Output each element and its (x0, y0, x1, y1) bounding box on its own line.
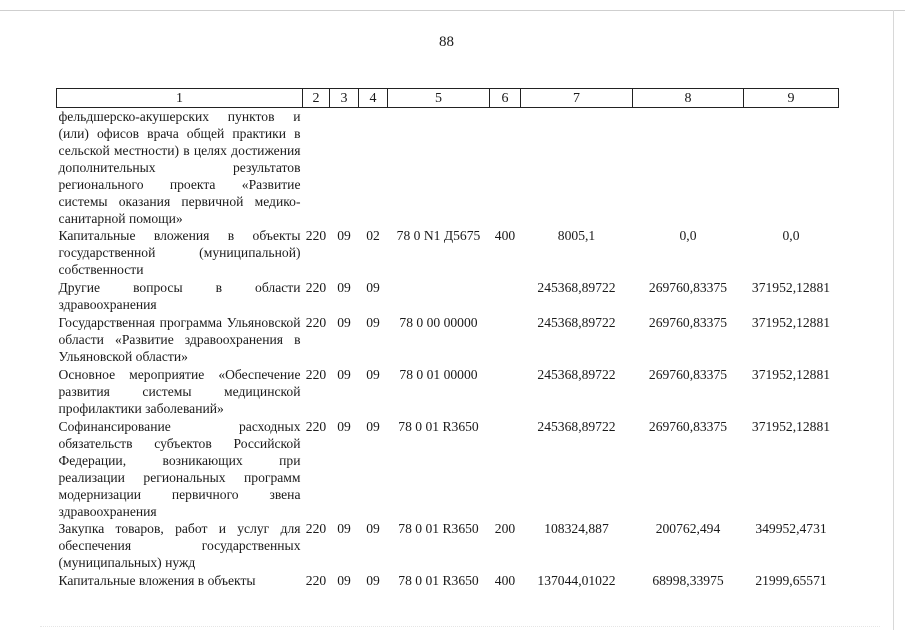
row-c7: 137044,01022 (537, 573, 616, 588)
row-c2: 220 (305, 573, 327, 588)
row-c7: 8005,1 (557, 228, 596, 243)
row-c3: 09 (337, 573, 351, 588)
row-name: Государственная программа Ульяновской области «Развитие здравоохранения в Ульяновской области» (58, 315, 301, 364)
row-c7: 245368,89722 (537, 315, 616, 330)
table-row (57, 366, 839, 418)
table-row (57, 279, 839, 314)
header-cell-3: 3 (330, 89, 359, 108)
header-cell-4: 4 (359, 89, 388, 108)
scan-edge-top (0, 10, 905, 11)
row-c7: 108324,887 (544, 521, 609, 536)
table-row (57, 572, 839, 592)
row-c9: 21999,65571 (755, 573, 827, 588)
row-c8: 269760,83375 (648, 367, 728, 382)
header-cell-9: 9 (744, 89, 839, 108)
row-c2: 220 (305, 315, 327, 330)
row-name: фельдшерско-акушерских пунктов и (или) офисов врача общей практики в сельской местности) в целях достижения дополнительных результатов регионального проекта «Развитие системы оказания первичной медико-санитарной помощи» (58, 109, 301, 226)
header-row (57, 89, 839, 108)
row-c6: 400 (494, 573, 516, 588)
row-c6 (490, 314, 521, 366)
row-name: Основное мероприятие «Обеспечение развития системы медицинской профилактики заболеваний» (58, 367, 301, 416)
row-c4: 09 (366, 280, 380, 295)
row-c7: 245368,89722 (537, 280, 616, 295)
row-c9 (744, 108, 839, 228)
row-c7: 245368,89722 (537, 367, 616, 382)
row-c2: 220 (305, 367, 327, 382)
row-c5: 78 0 00 00000 (399, 315, 478, 330)
row-c6: 400 (494, 228, 516, 243)
row-c4: 09 (366, 521, 380, 536)
row-c3 (330, 108, 359, 228)
row-c6 (490, 279, 521, 314)
header-cell-6: 6 (490, 89, 521, 108)
row-c4: 09 (366, 573, 380, 588)
row-name: Закупка товаров, работ и услуг для обеспечения государственных (муниципальных) нужд (58, 521, 301, 570)
header-cell-5: 5 (388, 89, 490, 108)
row-c4: 02 (366, 228, 380, 243)
row-c9: 0,0 (782, 228, 800, 243)
table-row (57, 108, 839, 228)
row-c2: 220 (305, 521, 327, 536)
row-c9: 371952,12881 (751, 419, 831, 434)
row-c4: 09 (366, 367, 380, 382)
row-name: Капитальные вложения в объекты (58, 573, 256, 588)
row-c6 (490, 418, 521, 520)
row-c8: 269760,83375 (648, 315, 728, 330)
row-c7 (521, 108, 633, 228)
row-c5: 78 0 01 R3650 (398, 521, 479, 536)
scan-bottom-edge (40, 626, 880, 628)
table-row (57, 520, 839, 572)
row-c9: 371952,12881 (751, 280, 831, 295)
row-name: Другие вопросы в области здравоохранения (58, 280, 301, 312)
row-c6 (490, 108, 521, 228)
row-c5: 78 0 01 R3650 (398, 419, 479, 434)
row-c8: 0,0 (679, 228, 697, 243)
row-c5: 78 0 01 R3650 (398, 573, 479, 588)
row-c3: 09 (337, 367, 351, 382)
table-row (57, 314, 839, 366)
row-c3: 09 (337, 280, 351, 295)
row-c4 (359, 108, 388, 228)
row-c2: 220 (305, 228, 327, 243)
row-c4: 09 (366, 315, 380, 330)
row-c8: 269760,83375 (648, 280, 728, 295)
row-c9: 371952,12881 (751, 315, 831, 330)
row-c8: 269760,83375 (648, 419, 728, 434)
row-c8: 200762,494 (655, 521, 721, 536)
row-c5 (388, 108, 490, 228)
row-c5 (388, 279, 490, 314)
row-c9: 349952,4731 (755, 521, 827, 536)
row-c2: 220 (305, 419, 327, 434)
header-cell-1: 1 (57, 89, 303, 108)
row-c7: 245368,89722 (537, 419, 616, 434)
row-c2: 220 (305, 280, 327, 295)
budget-table (56, 88, 839, 592)
row-c3: 09 (337, 315, 351, 330)
row-c9: 371952,12881 (751, 367, 831, 382)
row-c5: 78 0 N1 Д5675 (396, 228, 481, 243)
row-c3: 09 (337, 228, 351, 243)
table-row (57, 227, 839, 279)
header-cell-8: 8 (633, 89, 744, 108)
row-c3: 09 (337, 419, 351, 434)
row-c5: 78 0 01 00000 (399, 367, 478, 382)
row-c6: 200 (494, 521, 516, 536)
row-c6 (490, 366, 521, 418)
row-c2 (303, 108, 330, 228)
row-c3: 09 (337, 521, 351, 536)
table-row (57, 418, 839, 520)
row-c4: 09 (366, 419, 380, 434)
row-c8: 68998,33975 (652, 573, 724, 588)
row-name: Софинансирование расходных обязательств субъектов Российской Федерации, возникающих при реализации региональных программ модернизации первичного звена здравоохранения (58, 419, 301, 519)
row-c8 (633, 108, 744, 228)
header-cell-2: 2 (303, 89, 330, 108)
page-number: 88 (439, 34, 454, 50)
header-cell-7: 7 (521, 89, 633, 108)
row-name: Капитальные вложения в объекты государственной (муниципальной) собственности (58, 228, 301, 277)
scan-edge-right (893, 10, 894, 630)
